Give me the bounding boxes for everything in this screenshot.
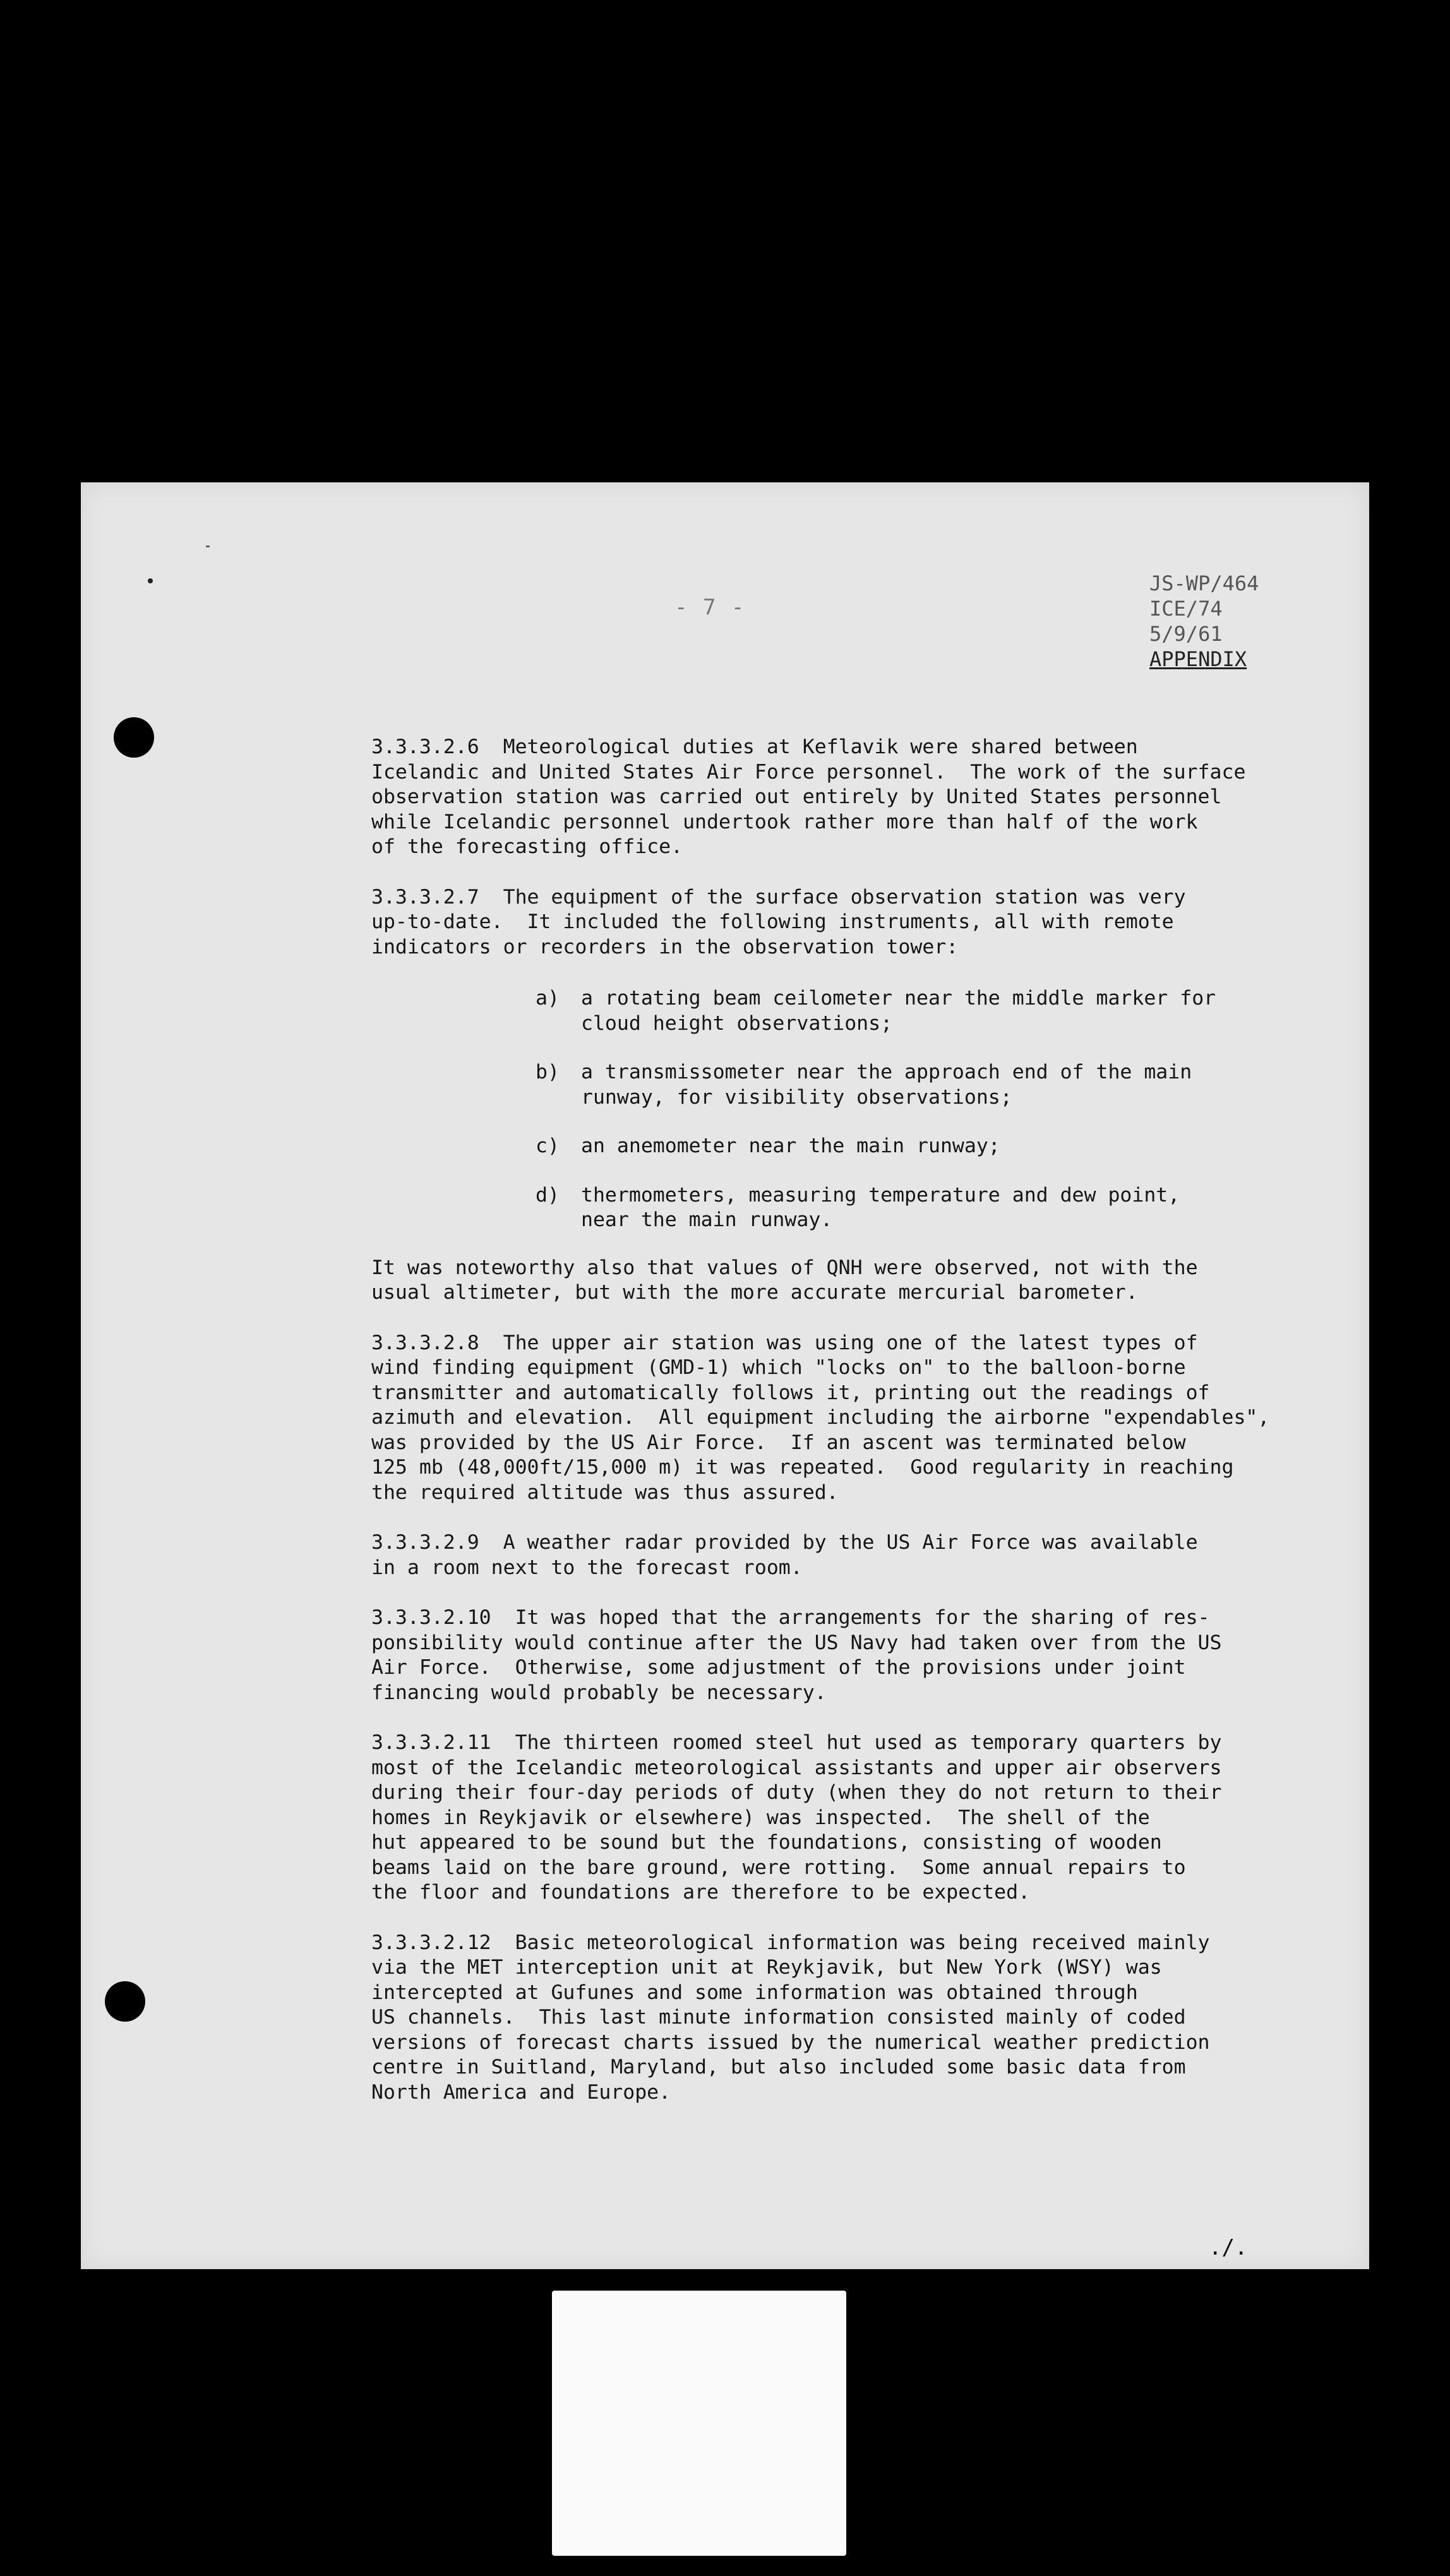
list-item-letter: b)	[536, 1061, 560, 1083]
ink-mark	[206, 546, 210, 547]
list-item-text: a transmissometer near the approach end of the main runway, for visibility observations;	[581, 1061, 1192, 1109]
paragraph-qnh: It was noteworthy also that values of QNH were observed, not with the usual altimeter, but with the more accurate mercurial barometer.	[371, 1256, 1198, 1304]
list-item-letter: a)	[536, 987, 560, 1010]
list-item	[536, 1134, 1407, 1159]
paragraph-3-3-3-2-10: 3.3.3.2.10 It was hoped that the arrangements for the sharing of res- ponsibility would continue after the US Navy had taken over from the US Air Force. Otherwise, some adjustment of the provisions under joint financing would probably be necessary.	[371, 1606, 1222, 1704]
punch-hole-top	[114, 717, 154, 758]
document-page	[81, 482, 1369, 2269]
paragraph-3-3-3-2-11: 3.3.3.2.11 The thirteen roomed steel hut used as temporary quarters by most of the Icelandic meteorological assistants and upper air observers during their four-day periods of duty (when they do not return to their homes in Reykjavik or elsewhere) was inspected. The shell of the hut appeared to be sound but the foundations, consisting of wooden beams laid on the bare ground, were rotting. Some annual repairs to the floor and foundations are therefore to be expected.	[371, 1731, 1222, 1904]
continuation-mark: ./.	[1209, 2235, 1248, 2260]
paragraph-3-3-3-2-9: 3.3.3.2.9 A weather radar provided by the US Air Force was available in a room next to the forecast room.	[371, 1531, 1198, 1579]
list-item	[536, 1060, 1407, 1110]
document-body	[371, 735, 1407, 2130]
reference-line-2: ICE/74	[1149, 597, 1223, 621]
paragraph-3-3-3-2-12: 3.3.3.2.12 Basic meteorological information was being received mainly via the MET interception unit at Reykjavik, but New York (WSY) was intercepted at Gufunes and some information was obtained through US channels. This last minute information consisted mainly of coded versions of forecast charts issued by the numerical weather prediction centre in Suitland, Maryland, but also included some basic data from North America and Europe.	[371, 1931, 1210, 2104]
list-item-text: an anemometer near the main runway;	[581, 1135, 1000, 1157]
ink-speck	[148, 578, 153, 583]
list-item-text: a rotating beam ceilometer near the middle marker for cloud height observations;	[581, 987, 1216, 1035]
reference-line-3: 5/9/61	[1149, 622, 1223, 646]
list-item-letter: d)	[536, 1183, 560, 1207]
punch-hole-bottom	[105, 1981, 145, 2022]
list-item	[536, 1183, 1407, 1233]
list-item-text: thermometers, measuring temperature and dew point, near the main runway.	[581, 1183, 1180, 1231]
paper-slip	[552, 2291, 846, 2556]
paragraph-3-3-3-2-8: 3.3.3.2.8 The upper air station was using one of the latest types of wind finding equipment (GMD-1) which "locks on" to the balloon-borne transmitter and automatically follows it, printing out the readings of azimuth and elevation. All equipment including the airborne "expendables", was provided by the US Air Force. If an ascent was terminated below 125 mb (48,000ft/15,000 m) it was repeated. Good regularity in reaching the required altitude was thus assured.	[371, 1331, 1270, 1504]
reference-block	[1149, 571, 1259, 672]
list-item-letter: c)	[536, 1135, 560, 1157]
reference-line-1: JS-WP/464	[1149, 571, 1259, 595]
paragraph-3-3-3-2-6: 3.3.3.2.6 Meteorological duties at Keflavik were shared between Icelandic and United States Air Force personnel. The work of the surface observation station was carried out entirely by United States personnel while Icelandic personnel undertook rather more than half of the work of the forecasting office.	[371, 736, 1246, 858]
page-number: - 7 -	[674, 595, 746, 620]
paragraph-3-3-3-2-7: 3.3.3.2.7 The equipment of the surface observation station was very up-to-date. It included the following instruments, all with remote indicators or recorders in the observation tower:	[371, 885, 1186, 958]
reference-appendix: APPENDIX	[1149, 647, 1247, 671]
list-item	[536, 986, 1407, 1036]
